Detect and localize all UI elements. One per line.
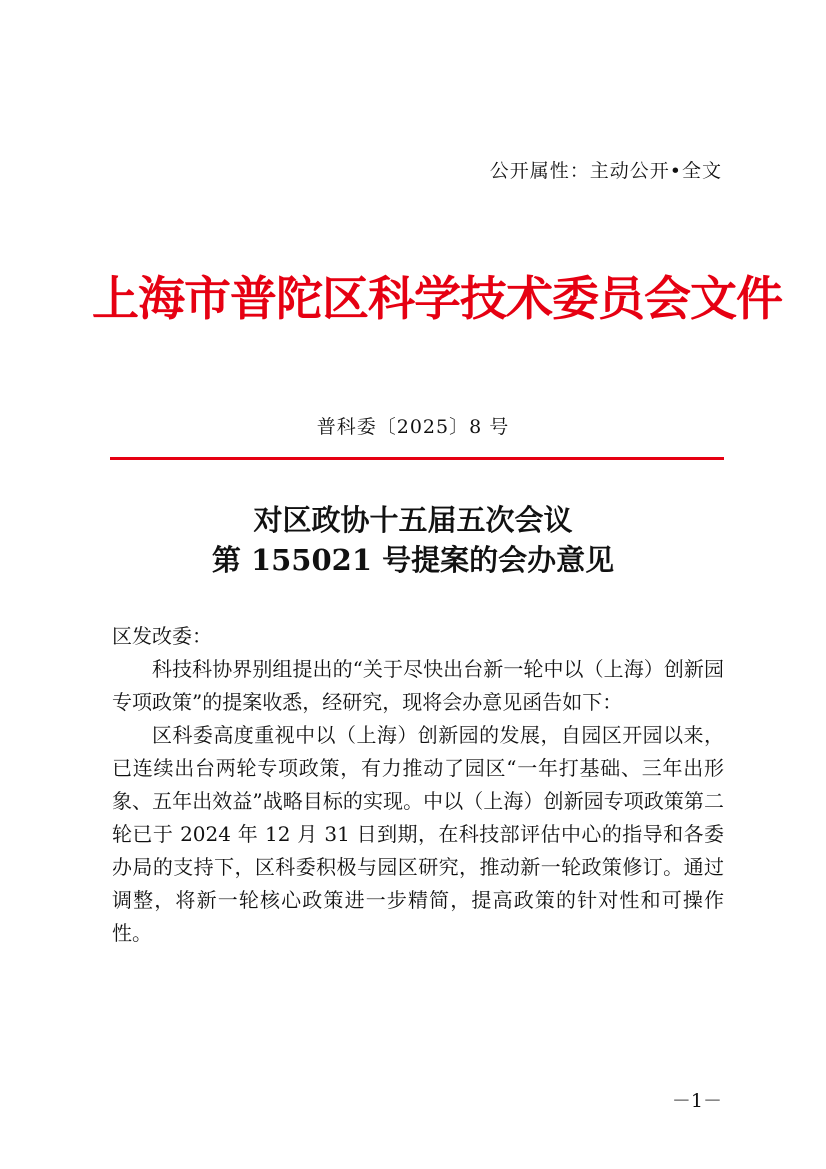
red-divider-line bbox=[110, 457, 724, 460]
body-paragraph-2: 区科委高度重视中以（上海）创新园的发展，自园区开园以来，已连续出台两轮专项政策，有力推动了园区“一年打基础、三年出形象、五年出效益”战略目标的实现。中以（上海）创新园专项政策第二轮已于 2024 年 12 月 31 日到期，在科技部评估中心的指导和各委办局的支持下，区科委积极与园区研究，推动新一轮政策修订。通过调整，将新一轮核心政策进一步精简，提高政策的针对性和可操作性。 bbox=[112, 723, 724, 945]
document-title-line-1: 对区政协十五届五次会议 bbox=[253, 503, 573, 537]
document-title bbox=[0, 500, 826, 580]
page-number: －1－ bbox=[671, 1090, 722, 1112]
document-number: 普科委〔2025〕8 号 bbox=[316, 416, 510, 438]
document-body bbox=[112, 620, 724, 950]
issuing-authority-header: 上海市普陀区科学技术委员会文件 bbox=[92, 272, 782, 327]
body-paragraph-1: 科技科协界别组提出的“关于尽快出台新一轮中以（上海）创新园专项政策”的提案收悉，经研究，现将会办意见函告如下： bbox=[112, 657, 724, 714]
public-attribute-label: 公开属性：主动公开•全文 bbox=[489, 160, 722, 182]
document-title-line-2: 第 155021 号提案的会办意见 bbox=[211, 543, 615, 577]
addressee: 区发改委： bbox=[112, 624, 212, 648]
